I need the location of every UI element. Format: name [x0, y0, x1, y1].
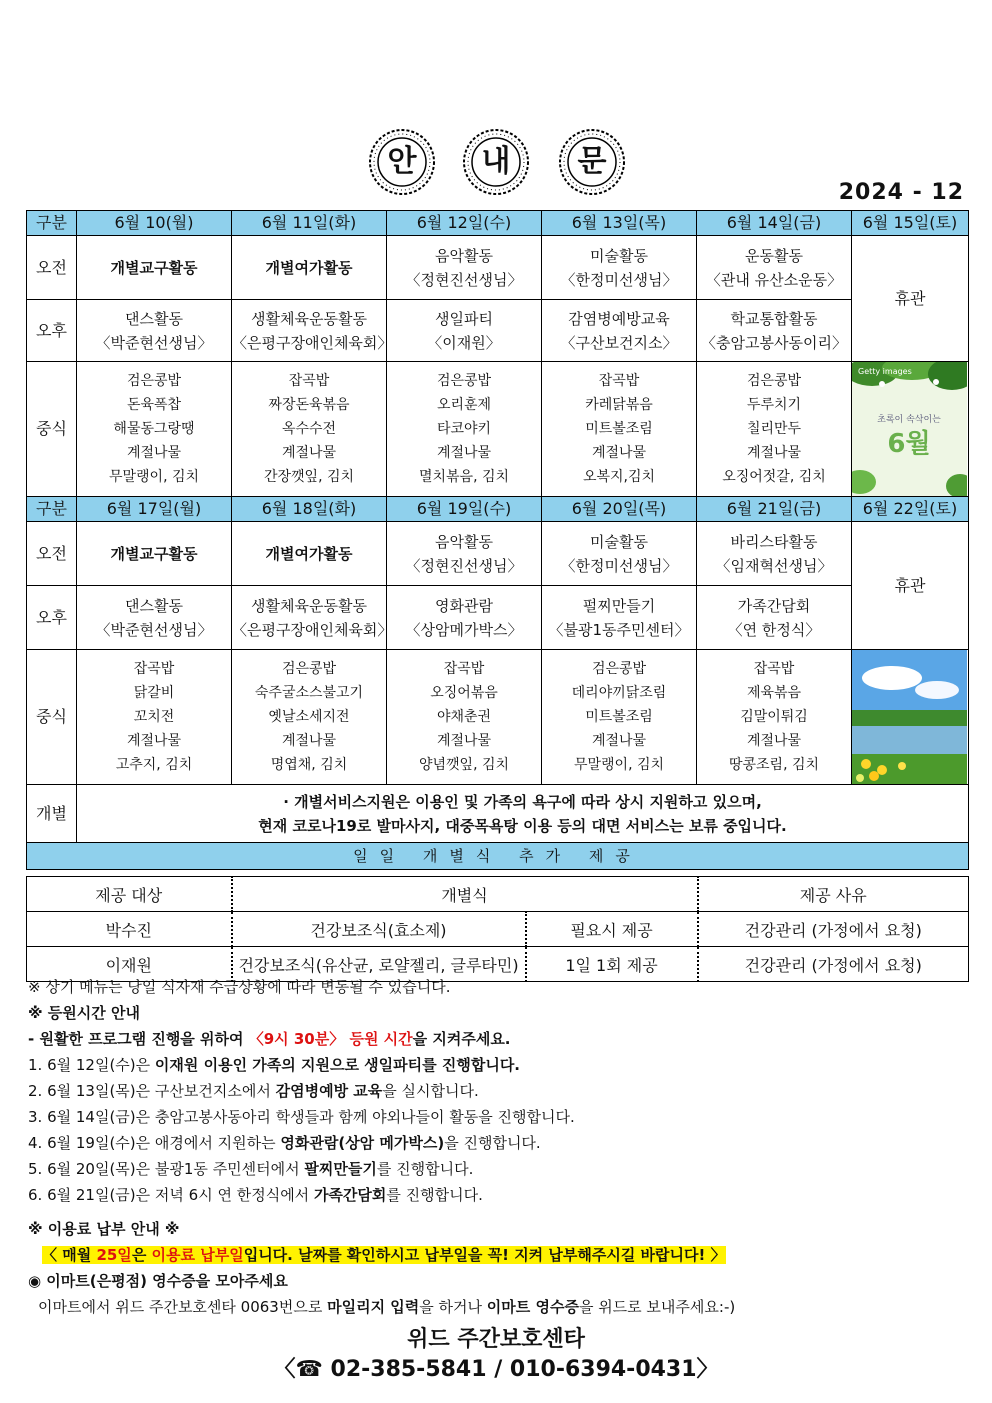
day-header: 6월 18일(화): [232, 497, 387, 522]
leaves-illustration: [852, 362, 967, 496]
lunch-menu-cell: 잡곡밥 오징어볶음 야채춘권 계절나물 양념깻잎, 김치: [387, 650, 542, 785]
extra-meal-table: [26, 876, 969, 982]
extra-header-row: [27, 877, 969, 912]
lunch-menu-cell: 검은콩밥 숙주굴소스불고기 옛날소세지전 계절나물 명엽채, 김치: [232, 650, 387, 785]
label-am: 오전: [27, 522, 77, 586]
lake-landscape-illustration: [852, 650, 967, 784]
extra-cell: 박수진: [27, 912, 232, 947]
activity-cell: 펄찌만들기 〈불광1동주민센터〉: [542, 586, 697, 650]
extra-cell: 건강관리 (가정에서 요청): [698, 912, 969, 947]
label-lunch: 중식: [27, 650, 77, 785]
day-header: 6월 10(월): [77, 211, 232, 236]
lunch-menu-cell: 검은콩밥 오리훈제 타코야키 계절나물 멸치볶음, 김치: [387, 362, 542, 497]
lunch-menu-cell: 잡곡밥 닭갈비 꼬치전 계절나물 고추지, 김치: [77, 650, 232, 785]
extra-header: 제공 대상: [27, 877, 232, 912]
extra-title: 일일 개별식 추가 제공: [27, 843, 969, 870]
title-seals: [368, 128, 628, 198]
june-greeting-image: [852, 362, 969, 497]
day-header: 6월 15일(토): [852, 211, 969, 236]
extra-header: 제공 사유: [698, 877, 969, 912]
extra-cell: 건강보조식(유산균, 로얄젤리, 글루타민): [232, 947, 526, 982]
extra-cell: 건강관리 (가정에서 요청): [698, 947, 969, 982]
activity-cell: 생활체육운동활동 〈은평구장애인체육회〉: [232, 586, 387, 650]
extra-header: 개별식: [232, 877, 698, 912]
title-seal-2: [462, 128, 530, 196]
day-header: 6월 17일(월): [77, 497, 232, 522]
activity-cell: 댄스활동 〈박준현선생님〉: [77, 300, 232, 362]
note-item: 5. 6월 20일(목)은 불광1동 주민센터에서 팔찌만들기를 진행합니다.: [28, 1160, 474, 1178]
lunch-menu-cell: 검은콩밥 데리야끼닭조림 미트볼조림 계절나물 무말랭이, 김치: [542, 650, 697, 785]
extra-title-row: [27, 843, 969, 870]
holiday-cell: 휴관: [852, 236, 969, 362]
extra-cell: 1일 1회 제공: [526, 947, 698, 982]
label-gubun: 구분: [27, 497, 77, 522]
title-char: 내: [481, 144, 511, 179]
activity-cell: 생일파티 〈이재원〉: [387, 300, 542, 362]
activity-cell: 감염병예방교육 〈구산보건지소〉: [542, 300, 697, 362]
activity-cell: 운동활동 〈관내 유산소운동〉: [697, 236, 852, 300]
day-header: 6월 13일(목): [542, 211, 697, 236]
activity-cell: 미술활동 〈한정미선생님〉: [542, 522, 697, 586]
image-caption-text: 초록이 속삭이는: [877, 415, 941, 425]
week2-lunch-row: [27, 650, 969, 785]
day-header: 6월 11일(화): [232, 211, 387, 236]
individual-notice-line1: · 개별서비스지원은 이용인 및 가족의 욕구에 따라 상시 지원하고 있으며,: [283, 792, 762, 811]
activity-cell: 영화관람 〈상암메가박스〉: [387, 586, 542, 650]
week2-am-row: [27, 522, 969, 586]
lunch-menu-cell: 잡곡밥 카레닭볶음 미트볼조림 계절나물 오복지,김치: [542, 362, 697, 497]
title-seal-1: [368, 128, 436, 196]
holiday-cell: 휴관: [852, 522, 969, 650]
image-brand-text: Getty images: [858, 367, 912, 376]
label-gubun: 구분: [27, 211, 77, 236]
individual-notice: [77, 785, 969, 843]
week1-header-row: [27, 211, 969, 236]
note-item: 6. 6월 21일(금)은 저녁 6시 연 한정식에서 가족간담회를 진행합니다.: [28, 1186, 483, 1204]
activity-cell: 개별여가활동: [232, 522, 387, 586]
lunch-menu-cell: 잡곡밥 제육볶음 김말이튀김 계절나물 땅콩조림, 김치: [697, 650, 852, 785]
issue-number: 2024 - 12: [838, 180, 964, 205]
emart-title: ◉ 이마트(은평점) 영수증을 모아주세요: [28, 1272, 288, 1290]
arrival-line: - 원활한 프로그램 진행을 위하여 〈9시 30분〉 등원 시간을 지켜주세요.: [28, 1030, 511, 1048]
note-item: 1. 6월 12일(수)은 이재원 이용인 가족의 지원으로 생일파티를 진행합니다.: [28, 1056, 521, 1074]
arrival-title: ※ 등원시간 안내: [28, 1004, 140, 1022]
day-header: 6월 21일(금): [697, 497, 852, 522]
note-item: 3. 6월 14일(금)은 충암고봉사동아리 학생들과 함께 야외나들이 활동을 진행합니다.: [28, 1108, 575, 1126]
lunch-menu-cell: 검은콩밥 돈육폭찹 해물동그랑땡 계절나물 무말랭이, 김치: [77, 362, 232, 497]
label-pm: 오후: [27, 300, 77, 362]
note-item: 4. 6월 19일(수)은 애경에서 지원하는 영화관람(상암 메가박스)을 진행합니다.: [28, 1134, 541, 1152]
weekly-schedule-table: [26, 210, 969, 870]
activity-cell: 가족간담회 〈연 한정식〉: [697, 586, 852, 650]
label-lunch: 중식: [27, 362, 77, 497]
activity-cell: 학교통합활동 〈충암고봉사동이리〉: [697, 300, 852, 362]
extra-cell: 이재원: [27, 947, 232, 982]
activity-cell: 개별교구활동: [77, 522, 232, 586]
day-header: 6월 20일(목): [542, 497, 697, 522]
lunch-menu-cell: 잡곡밥 짜장돈육볶음 옥수수전 계절나물 간장깻잎, 김치: [232, 362, 387, 497]
extra-cell: 필요시 제공: [526, 912, 698, 947]
week1-am-row: [27, 236, 969, 300]
title-char: 문: [577, 144, 607, 179]
day-header: 6월 22일(토): [852, 497, 969, 522]
day-header: 6월 12일(수): [387, 211, 542, 236]
activity-cell: 개별여가활동: [232, 236, 387, 300]
title-char: 안: [387, 144, 417, 179]
landscape-image: [852, 650, 969, 785]
image-month-text: 6월: [887, 429, 931, 459]
label-individual: 개별: [27, 785, 77, 843]
activity-cell: 생활체육운동활동 〈은평구장애인체육회〉: [232, 300, 387, 362]
label-am: 오전: [27, 236, 77, 300]
individual-notice-line2: 현재 코로나19로 발마사지, 대중목욕탕 이용 등의 대면 서비스는 보류 중입니다.: [258, 816, 787, 835]
emart-line: 이마트에서 위드 주간보호센타 0063번으로 마일리지 입력을 하거나 이마트 영수증을 위드로 보내주세요:-): [38, 1298, 736, 1316]
activity-cell: 댄스활동 〈박준현선생님〉: [77, 586, 232, 650]
activity-cell: 음악활동 〈정현진선생님〉: [387, 236, 542, 300]
fee-line: 〈 매월 25일은 이용료 납부일입니다. 날짜를 확인하시고 납부일을 꼭! 지켜 납부해주시길 바랍니다! 〉: [42, 1246, 726, 1264]
lunch-menu-cell: 검은콩밥 두루치기 칠리만두 계절나물 오징어젓갈, 김치: [697, 362, 852, 497]
day-header: 6월 14일(금): [697, 211, 852, 236]
title-seal-3: [558, 128, 626, 196]
label-pm: 오후: [27, 586, 77, 650]
activity-cell: 개별교구활동: [77, 236, 232, 300]
extra-row: [27, 912, 969, 947]
week1-lunch-row: [27, 362, 969, 497]
week1-pm-row: [27, 300, 969, 362]
week2-pm-row: [27, 586, 969, 650]
extra-cell: 건강보조식(효소제): [232, 912, 526, 947]
activity-cell: 미술활동 〈한정미선생님〉: [542, 236, 697, 300]
activity-cell: 음악활동 〈정현진선생님〉: [387, 522, 542, 586]
center-phone: 〈☎ 02-385-5841 / 010-6394-0431〉: [273, 1357, 719, 1382]
center-name: 위드 주간보호센타: [407, 1327, 585, 1352]
fee-title: ※ 이용료 납부 안내 ※: [28, 1220, 180, 1238]
note-item: 2. 6월 13일(목)은 구산보건지소에서 감염병예방 교육을 실시합니다.: [28, 1082, 479, 1100]
week2-header-row: [27, 497, 969, 522]
activity-cell: 바리스타활동 〈임재혁선생님〉: [697, 522, 852, 586]
day-header: 6월 19일(수): [387, 497, 542, 522]
individual-row: [27, 785, 969, 843]
notice-notes: [28, 974, 968, 1320]
menu-note: ※ 상기 메뉴는 당일 식자재 수급상황에 따라 변동될 수 있습니다.: [28, 978, 451, 996]
